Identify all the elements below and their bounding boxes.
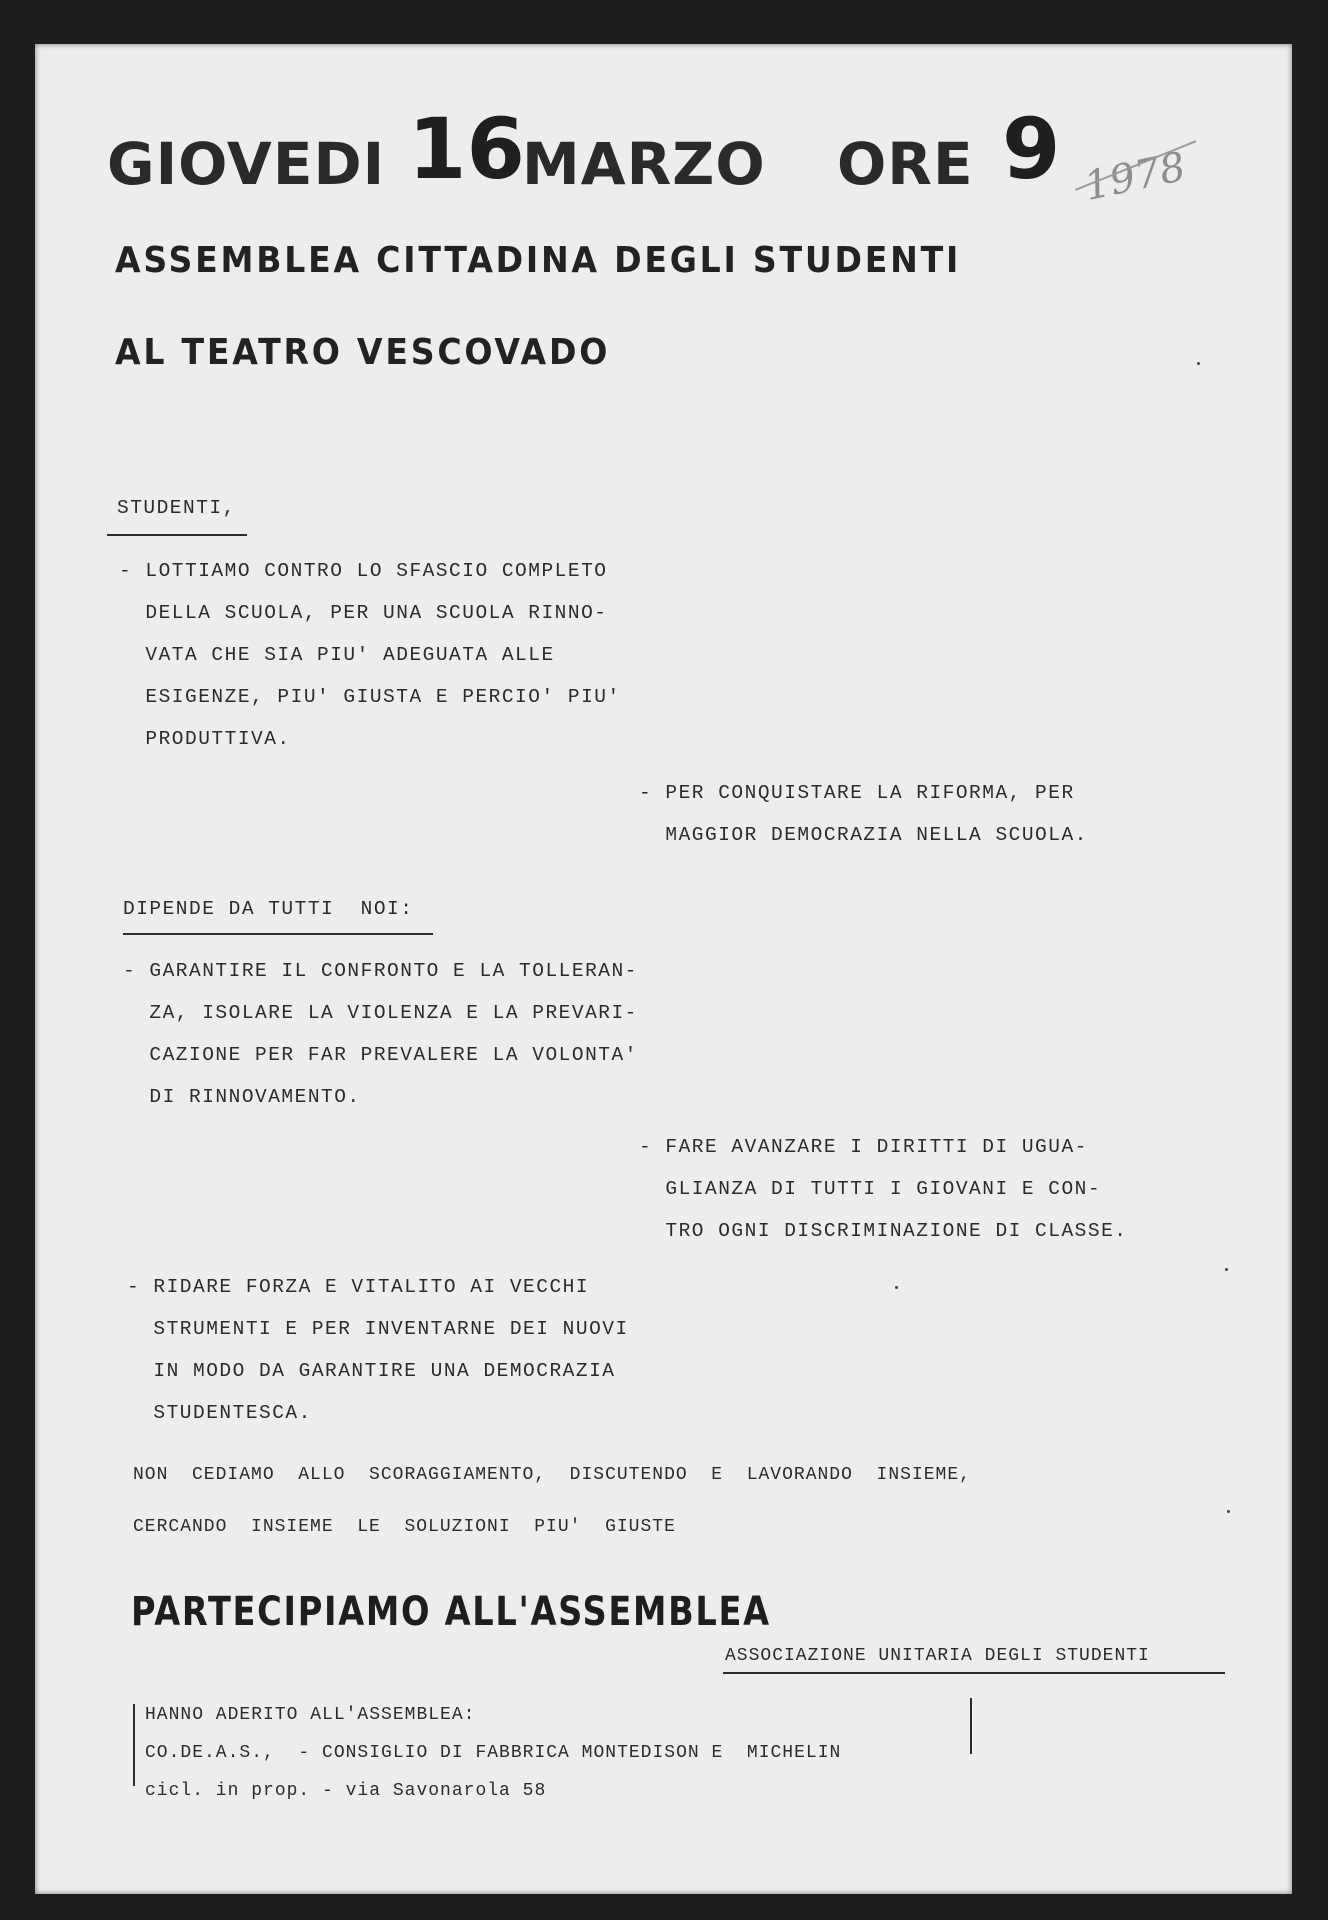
paper-speck bbox=[1227, 1510, 1230, 1513]
adherents-label: HANNO ADERITO ALL'ASSEMBLEA: bbox=[145, 1705, 476, 1725]
text-line: - RIDARE FORZA E VITALITO AI VECCHI bbox=[127, 1276, 590, 1298]
headline-hour: 9 bbox=[1002, 100, 1061, 198]
text-line: MAGGIOR DEMOCRAZIA NELLA SCUOLA. bbox=[639, 824, 1088, 846]
headline-day: GIOVEDI bbox=[107, 130, 386, 198]
section-heading-students: STUDENTI, bbox=[117, 497, 236, 519]
handwritten-year: 1978 bbox=[1080, 143, 1190, 210]
flyer-sheet bbox=[35, 44, 1292, 1894]
text-line: - GARANTIRE IL CONFRONTO E LA TOLLERAN- bbox=[123, 960, 638, 982]
text-line: STRUMENTI E PER INVENTARNE DEI NUOVI bbox=[127, 1318, 629, 1340]
text-line: CAZIONE PER FAR PREVALERE LA VOLONTA' bbox=[123, 1044, 638, 1066]
print-footer: cicl. in prop. - via Savonarola 58 bbox=[145, 1781, 547, 1801]
call-to-action: PARTECIPIAMO ALL'ASSEMBLEA bbox=[131, 1589, 771, 1635]
text-line: DI RINNOVAMENTO. bbox=[123, 1086, 361, 1108]
headline-month: MARZO bbox=[522, 130, 766, 198]
headline-hour-label: ORE bbox=[837, 130, 974, 198]
paper-speck bbox=[895, 1286, 898, 1289]
heading-underline bbox=[107, 534, 247, 536]
adherents-left-bar bbox=[133, 1704, 135, 1786]
text-line: PRODUTTIVA. bbox=[119, 728, 291, 750]
text-line: ESIGENZE, PIU' GIUSTA E PERCIO' PIU' bbox=[119, 686, 621, 708]
text-line: - PER CONQUISTARE LA RIFORMA, PER bbox=[639, 782, 1075, 804]
closing-line-2: CERCANDO INSIEME LE SOLUZIONI PIU' GIUSTE bbox=[133, 1517, 676, 1537]
text-line: STUDENTESCA. bbox=[127, 1402, 312, 1424]
signature-underline bbox=[723, 1672, 1225, 1674]
subtitle-assembly: ASSEMBLEA CITTADINA DEGLI STUDENTI bbox=[115, 240, 962, 281]
paper-speck bbox=[1225, 1268, 1228, 1271]
adherents-list: CO.DE.A.S., - CONSIGLIO DI FABBRICA MONTEDISON E MICHELIN bbox=[145, 1743, 842, 1763]
subtitle-venue: AL TEATRO VESCOVADO bbox=[115, 332, 611, 373]
headline-date: 16 bbox=[408, 100, 525, 198]
text-line: ZA, ISOLARE LA VIOLENZA E LA PREVARI- bbox=[123, 1002, 638, 1024]
closing-line-1: NON CEDIAMO ALLO SCORAGGIAMENTO, DISCUTENDO E LAVORANDO INSIEME, bbox=[133, 1465, 971, 1485]
text-line: - LOTTIAMO CONTRO LO SFASCIO COMPLETO bbox=[119, 560, 608, 582]
paper-speck bbox=[1197, 362, 1200, 365]
adherents-right-bar bbox=[970, 1698, 972, 1754]
text-line: DELLA SCUOLA, PER UNA SCUOLA RINNO- bbox=[119, 602, 608, 624]
heading-underline bbox=[123, 933, 433, 935]
text-line: TRO OGNI DISCRIMINAZIONE DI CLASSE. bbox=[639, 1220, 1128, 1242]
text-line: IN MODO DA GARANTIRE UNA DEMOCRAZIA bbox=[127, 1360, 616, 1382]
text-line: VATA CHE SIA PIU' ADEGUATA ALLE bbox=[119, 644, 555, 666]
section-heading-depends: DIPENDE DA TUTTI NOI: bbox=[123, 898, 414, 920]
text-line: - FARE AVANZARE I DIRITTI DI UGUA- bbox=[639, 1136, 1088, 1158]
signature-organization: ASSOCIAZIONE UNITARIA DEGLI STUDENTI bbox=[725, 1646, 1150, 1666]
text-line: GLIANZA DI TUTTI I GIOVANI E CON- bbox=[639, 1178, 1102, 1200]
